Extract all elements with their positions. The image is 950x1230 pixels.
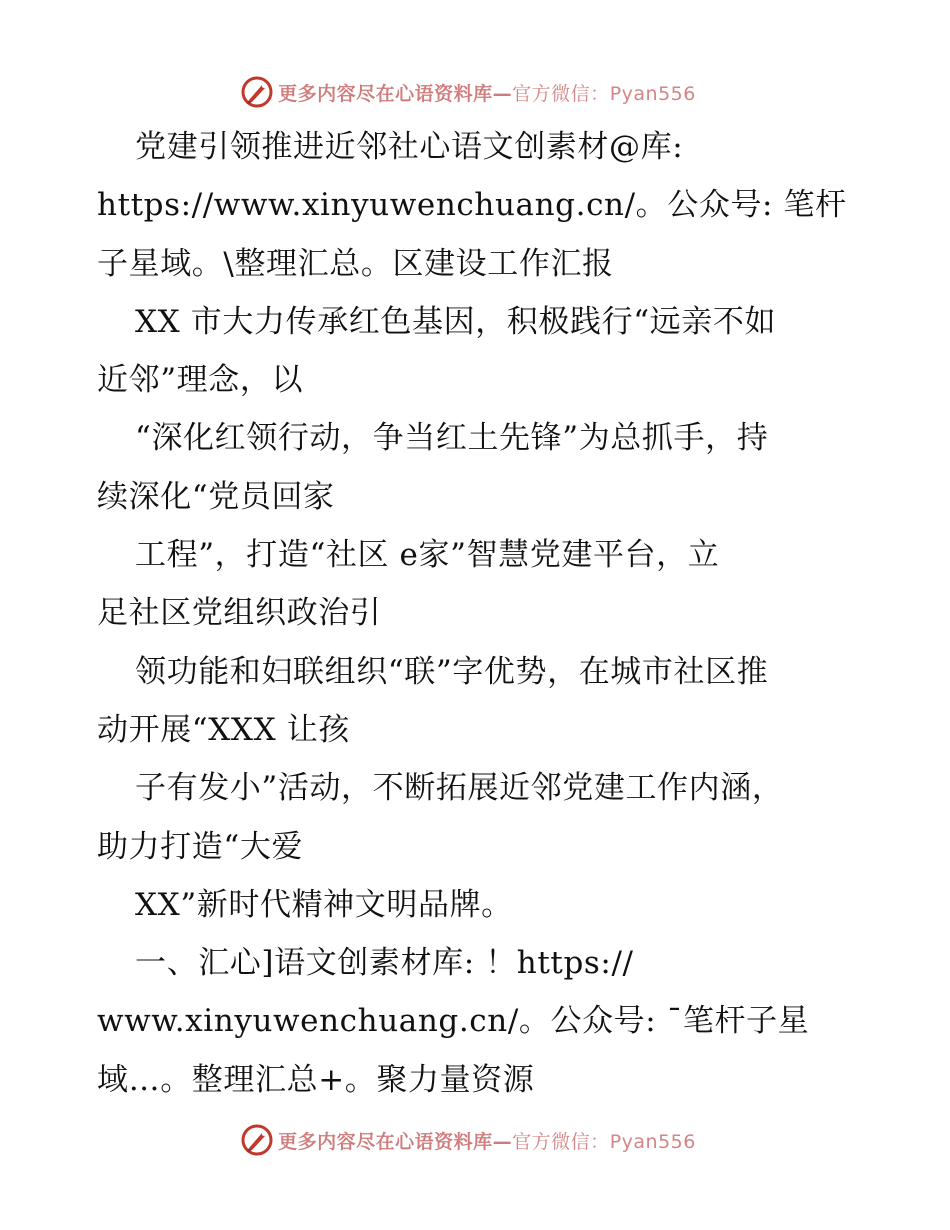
- watermark-text: [278, 79, 696, 106]
- pen-logo-icon: [240, 75, 274, 109]
- body-text-line: www.xinyuwenchuang.cn/。公众号: ¯笔杆子星: [97, 1003, 810, 1040]
- body-text-line: 领功能和妇联组织“联”字优势，在城市社区推: [135, 653, 769, 690]
- body-text-line: 续深化“党员回家: [97, 478, 335, 515]
- body-text-line: 足社区党组织政治引: [97, 595, 382, 632]
- body-text-line: 近邻”理念，以: [97, 362, 304, 399]
- pen-logo-icon: [240, 1123, 274, 1157]
- watermark-header-inner: [240, 75, 696, 109]
- body-text-line: 子星域。\整理汇总。区建设工作汇报: [97, 245, 614, 282]
- watermark-text: [278, 1127, 696, 1154]
- body-text-line: https://www.xinyuwenchuang.cn/。公众号: 笔杆: [97, 187, 847, 224]
- body-text-line: “深化红领行动，争当红土先锋”为总抓手，持: [135, 420, 769, 457]
- body-text-line: XX”新时代精神文明品牌。: [135, 886, 513, 923]
- body-text-line: 一、汇心]语文创素材库: ！https://: [135, 945, 634, 982]
- document-body: [97, 118, 857, 1109]
- watermark-wechat-label: 官方微信：: [512, 82, 610, 105]
- watermark-footer-inner: [240, 1123, 696, 1157]
- watermark-brand: 更多内容尽在心语资料库: [278, 1130, 493, 1153]
- body-text-line: XX 市大力传承红色基因，积极践行“远亲不如: [135, 303, 777, 340]
- body-text-line: 子有发小”活动，不断拓展近邻党建工作内涵，: [135, 770, 784, 807]
- watermark-separator: —: [492, 1130, 513, 1153]
- watermark-wechat-id: Pyan556: [609, 1130, 696, 1153]
- watermark-header: [0, 72, 950, 112]
- watermark-footer: [0, 1120, 950, 1160]
- body-text-line: 动开展“XXX 让孩: [97, 711, 350, 748]
- body-text-line: 工程”，打造“社区 e家”智慧党建平台，立: [135, 537, 720, 574]
- watermark-wechat-id: Pyan556: [609, 82, 696, 105]
- body-text-line: 助力打造“大爱: [97, 828, 304, 865]
- body-text-line: 域…。整理汇总+。聚力量资源: [97, 1061, 535, 1098]
- body-text-line: 党建引领推进近邻社心语文创素材@库:: [135, 129, 684, 165]
- watermark-wechat-label: 官方微信：: [512, 1130, 610, 1153]
- watermark-separator: —: [492, 82, 513, 105]
- watermark-brand: 更多内容尽在心语资料库: [278, 82, 493, 105]
